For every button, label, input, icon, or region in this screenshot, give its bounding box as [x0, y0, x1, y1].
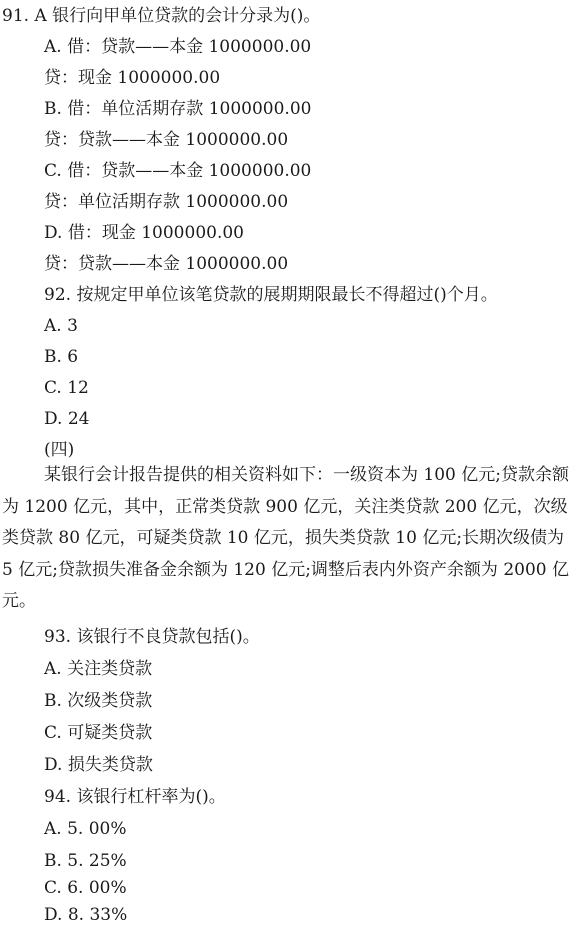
- q93-option-d: D. 损失类贷款: [44, 755, 153, 775]
- question-92-stem: 92. 按规定甲单位该笔贷款的展期期限最长不得超过()个月。: [44, 285, 498, 305]
- question-93-stem: 93. 该银行不良贷款包括()。: [44, 627, 260, 647]
- q91-option-d-debit: D. 借：现金 1000000.00: [44, 223, 244, 243]
- q91-option-d-credit: 贷：贷款——本金 1000000.00: [44, 254, 289, 274]
- q92-option-b: B. 6: [44, 347, 79, 367]
- q91-option-b-debit: B. 借：单位活期存款 1000000.00: [44, 99, 312, 119]
- q94-option-c: C. 6. 00%: [44, 878, 127, 898]
- q93-option-a: A. 关注类贷款: [44, 659, 153, 679]
- q93-option-b: B. 次级类贷款: [44, 691, 153, 711]
- q91-option-a-debit: A. 借：贷款——本金 1000000.00: [44, 37, 312, 57]
- question-94-stem: 94. 该银行杠杆率为()。: [44, 787, 226, 807]
- q92-option-d: D. 24: [44, 409, 90, 429]
- q91-option-a-credit: 贷：现金 1000000.00: [44, 68, 221, 88]
- question-91-stem: 91. A 银行向甲单位贷款的会计分录为()。: [2, 6, 321, 26]
- q94-option-b: B. 5. 25%: [44, 851, 127, 871]
- material-text: 某银行会计报告提供的相关资料如下：一级资本为 100 亿元;贷款余额为 1200 亿元，其中，正常类贷款 900 亿元，关注类贷款 200 亿元，次级类贷款 80 亿元，可疑类贷款 10 亿元，损失类贷款 10 亿元;长期次级债为 5 亿元;贷款损失准备金余额为 120 亿元;调整后表内外资产余额为 2000 亿元。: [2, 465, 570, 611]
- q91-option-b-credit: 贷：贷款——本金 1000000.00: [44, 130, 289, 150]
- q94-option-d: D. 8. 33%: [44, 905, 128, 925]
- q92-option-a: A. 3: [44, 316, 78, 336]
- q91-option-c-credit: 贷：单位活期存款 1000000.00: [44, 192, 289, 212]
- q93-option-c: C. 可疑类贷款: [44, 723, 153, 743]
- q92-option-c: C. 12: [44, 378, 89, 398]
- q91-option-c-debit: C. 借：贷款——本金 1000000.00: [44, 161, 312, 181]
- material-paragraph: [2, 460, 578, 618]
- q94-option-a: A. 5. 00%: [44, 819, 127, 839]
- section-heading: (四): [44, 440, 75, 460]
